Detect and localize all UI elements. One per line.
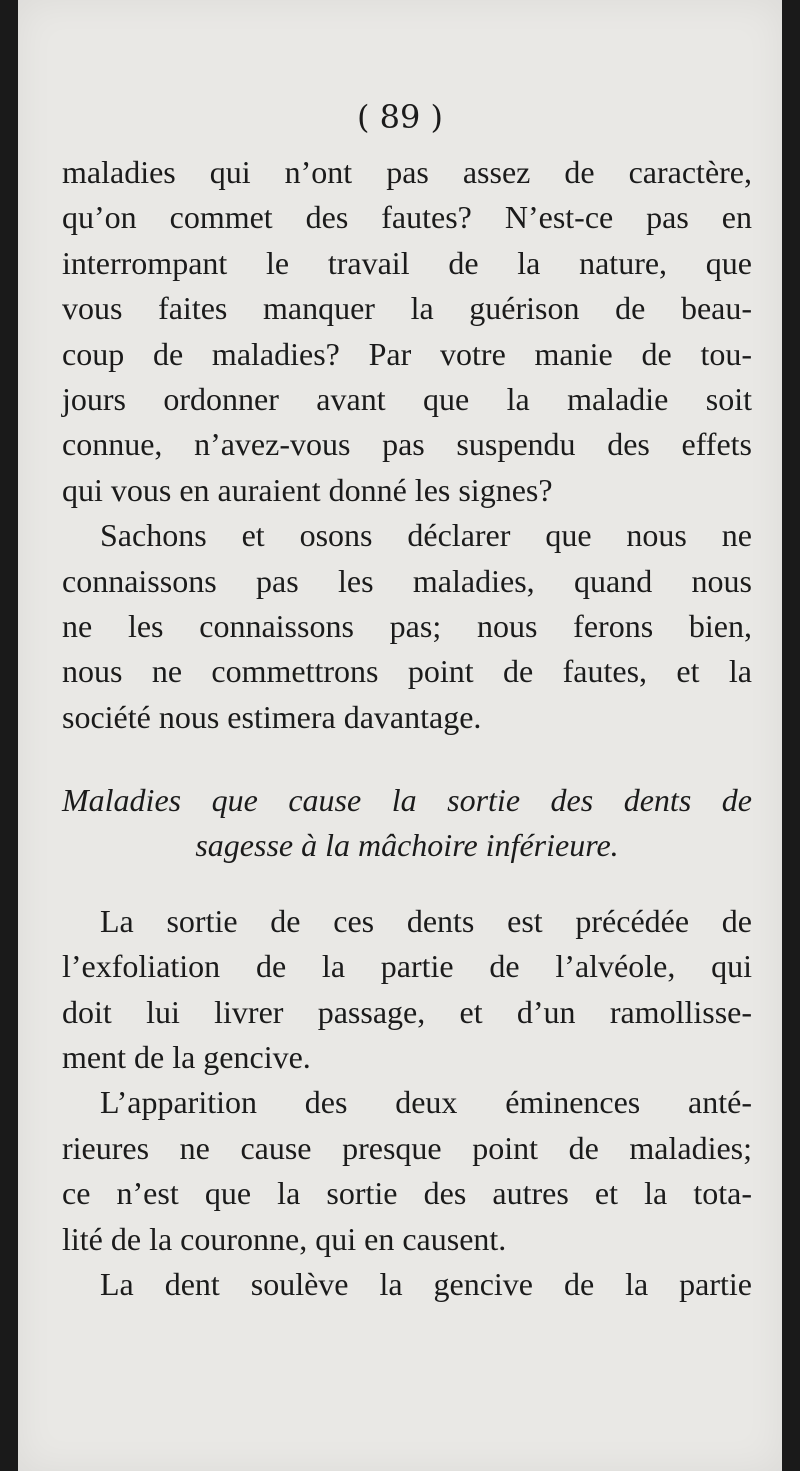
text-line: société nous estimera davantage. [62, 698, 482, 735]
text-line: connue, n’avez-vous pas suspendu des effets [62, 426, 752, 463]
text-line: l’exfoliation de la partie de l’alvéole, qui [62, 948, 752, 985]
text-line: coup de maladies? Par votre manie de tou- [62, 335, 752, 372]
text-line: connaissons pas les maladies, quand nous [62, 562, 752, 599]
paragraph [62, 150, 752, 513]
book-page [18, 0, 782, 1471]
text-line: rieures ne cause presque point de maladies; [62, 1129, 752, 1166]
text-line: jours ordonner avant que la maladie soit [62, 380, 752, 417]
text-line: L’apparition des deux éminences anté- [100, 1084, 752, 1121]
text-line: vous faites manquer la guérison de beau- [62, 290, 752, 327]
text-line: Sachons et osons déclarer que nous ne [100, 517, 752, 554]
text-line: doit lui livrer passage, et d’un ramollisse- [62, 993, 752, 1030]
heading-line: sagesse à la mâchoire inférieure. [195, 827, 619, 864]
text-line: ce n’est que la sortie des autres et la tota- [62, 1175, 752, 1212]
paragraph [62, 1080, 752, 1262]
page-text [62, 150, 752, 1307]
text-line: qu’on commet des fautes? N’est-ce pas en [62, 199, 752, 236]
text-line: qui vous en auraient donné les signes? [62, 471, 553, 508]
text-line: ment de la gencive. [62, 1039, 311, 1076]
paragraph [62, 513, 752, 740]
page-number: ( 89 ) [356, 98, 444, 136]
text-line: interrompant le travail de la nature, que [62, 244, 752, 281]
text-line: maladies qui n’ont pas assez de caractère, [62, 154, 752, 190]
heading-line: Maladies que cause la sortie des dents de [62, 782, 752, 819]
text-line: La sortie de ces dents est précédée de [100, 902, 752, 939]
section-heading [62, 778, 752, 869]
text-line: La dent soulève la gencive de la partie [100, 1265, 752, 1302]
text-line: nous ne commettrons point de fautes, et la [62, 653, 752, 690]
paragraph [62, 899, 752, 1081]
text-line: lité de la couronne, qui en causent. [62, 1220, 507, 1257]
paragraph [62, 1262, 752, 1307]
text-line: ne les connaissons pas; nous ferons bien, [62, 607, 752, 644]
